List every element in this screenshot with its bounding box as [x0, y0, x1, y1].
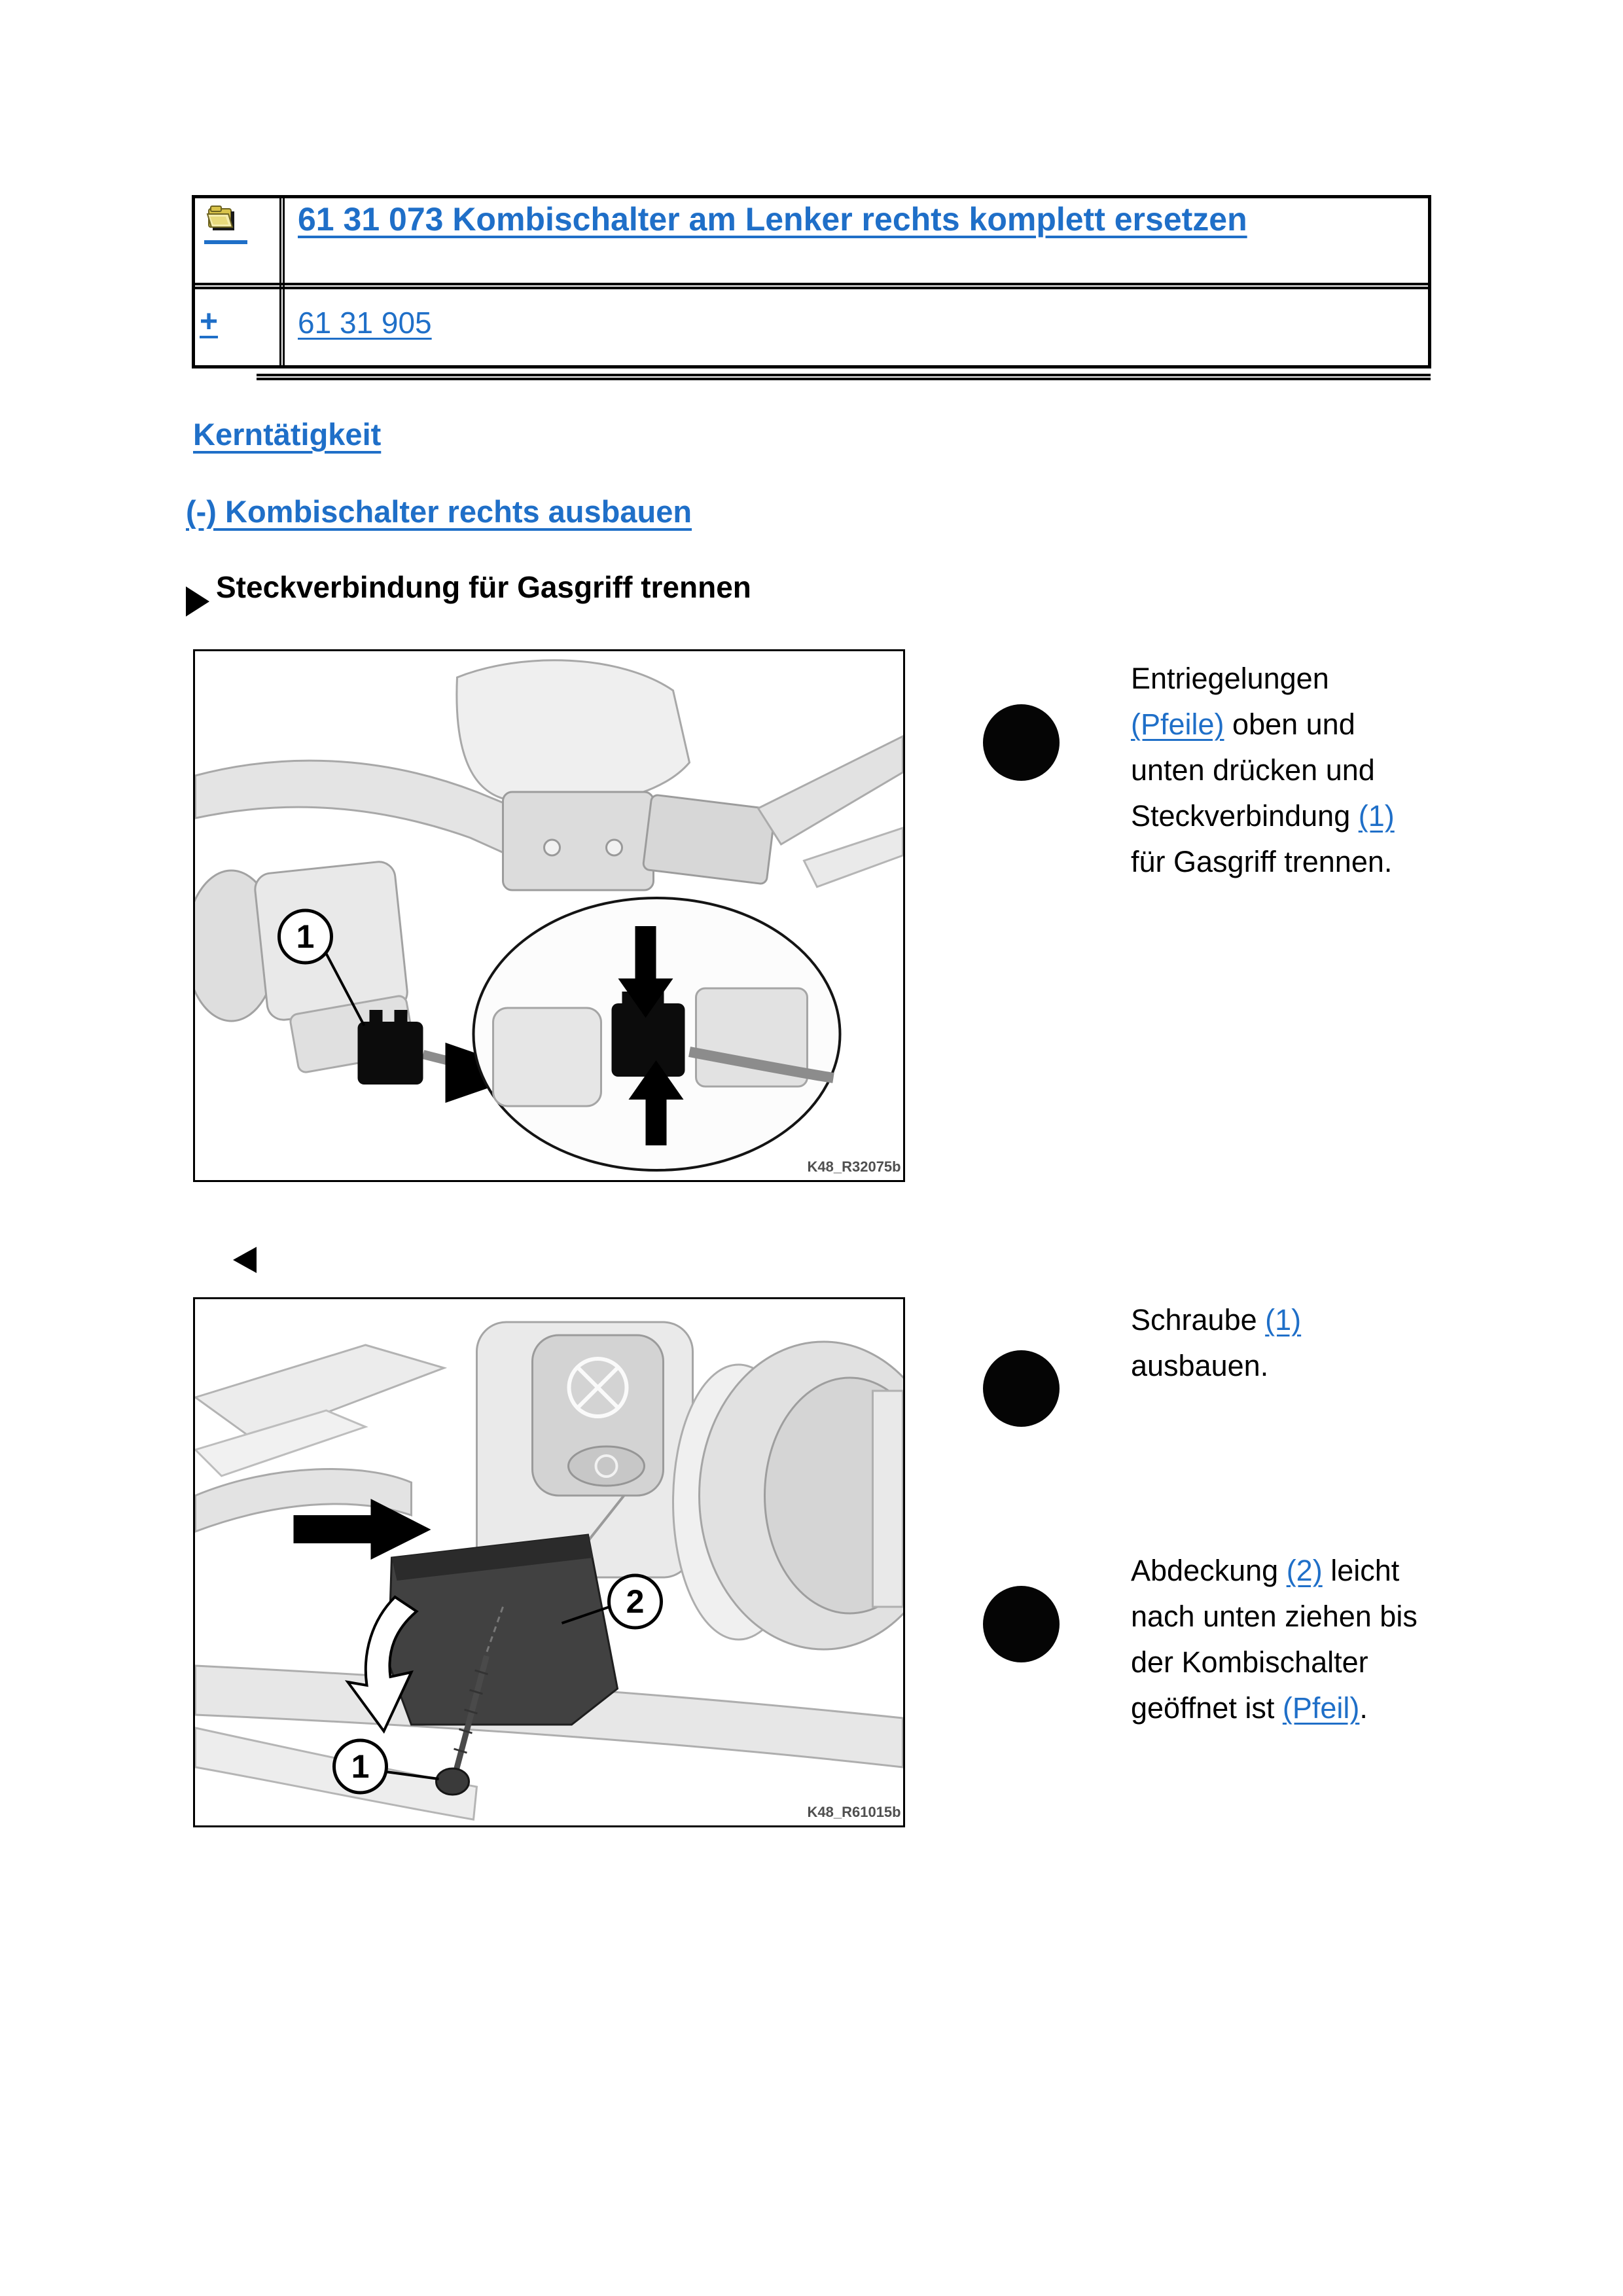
text-segment: unten drücken und [1131, 753, 1375, 787]
text-segment: für Gasgriff trennen. [1131, 845, 1393, 878]
reference-link[interactable]: (Pfeil) [1282, 1691, 1360, 1725]
callout-number: 2 [626, 1583, 645, 1620]
document-header-table [192, 195, 1431, 368]
figure-label: K48_R61015b [807, 1804, 901, 1820]
illustration-handlebar-connector [195, 651, 903, 1180]
text-segment: Entriegelungen [1131, 662, 1329, 695]
reference-link[interactable]: (Pfeile) [1131, 708, 1224, 741]
text-segment: nach unten ziehen bis [1131, 1600, 1418, 1633]
instruction-line [1131, 1343, 1301, 1389]
callout-number: 1 [351, 1748, 370, 1785]
text-segment: Abdeckung [1131, 1554, 1287, 1587]
right-triangle-icon [186, 586, 209, 617]
text-segment: Steckverbindung [1131, 799, 1359, 833]
text-segment: Schraube [1131, 1303, 1266, 1336]
table-border [192, 195, 1431, 198]
instruction-line [1131, 747, 1395, 793]
instruction-line [1131, 1685, 1418, 1731]
instruction-line [1131, 1640, 1418, 1685]
table-border [1428, 195, 1431, 368]
filled-circle-bullet [983, 1350, 1060, 1427]
step-heading: Steckverbindung für Gasgriff trennen [216, 570, 751, 604]
instruction-line [1131, 839, 1395, 885]
instruction-block-3 [1131, 1548, 1418, 1731]
instruction-block-1 [1131, 656, 1395, 885]
folder-link-underline [204, 240, 247, 244]
figure-label: K48_R32075b [807, 1158, 901, 1175]
cover-dark [389, 1535, 618, 1725]
text-segment: leicht [1322, 1554, 1400, 1587]
kern-activity-link[interactable]: Kerntätigkeit [193, 417, 382, 452]
instruction-line [1131, 1548, 1418, 1594]
filled-circle-bullet [983, 1586, 1060, 1662]
reference-link[interactable]: (2) [1286, 1554, 1323, 1587]
left-triangle-icon[interactable] [233, 1247, 257, 1273]
instruction-block-2 [1131, 1297, 1301, 1389]
reference-link[interactable]: (1) [1358, 799, 1395, 833]
text-segment: geöffnet ist [1131, 1691, 1283, 1725]
related-procedure-link[interactable]: 61 31 905 [298, 306, 432, 340]
instruction-line [1131, 1297, 1301, 1343]
table-row-divider [192, 287, 1431, 289]
text-segment: ausbauen. [1131, 1349, 1269, 1382]
table-row-divider [192, 283, 1431, 285]
expand-row-link[interactable]: + [200, 304, 219, 339]
filled-circle-bullet [983, 704, 1060, 781]
instruction-line [1131, 702, 1395, 747]
open-folder-icon[interactable] [205, 204, 238, 232]
table-column-divider [283, 195, 285, 368]
text-segment: oben und [1224, 708, 1355, 741]
table-border [192, 365, 1431, 368]
table-column-divider [279, 195, 281, 368]
figure-switch-cover [193, 1297, 905, 1827]
text-segment: der Kombischalter [1131, 1645, 1368, 1679]
section-divider-rule [257, 374, 1431, 380]
illustration-switch-removal [195, 1299, 903, 1825]
text-segment: . [1359, 1691, 1368, 1725]
section-collapse-link[interactable]: (-) Kombischalter rechts ausbauen [186, 494, 692, 529]
procedure-title-link[interactable]: 61 31 073 Kombischalter am Lenker rechts komplett ersetzen [298, 201, 1247, 238]
instruction-line [1131, 793, 1395, 839]
table-border [192, 195, 195, 368]
instruction-line [1131, 656, 1395, 702]
instruction-line [1131, 1594, 1418, 1640]
callout-number: 1 [296, 918, 315, 955]
reference-link[interactable]: (1) [1265, 1303, 1302, 1336]
figure-connector-detail [193, 649, 905, 1182]
